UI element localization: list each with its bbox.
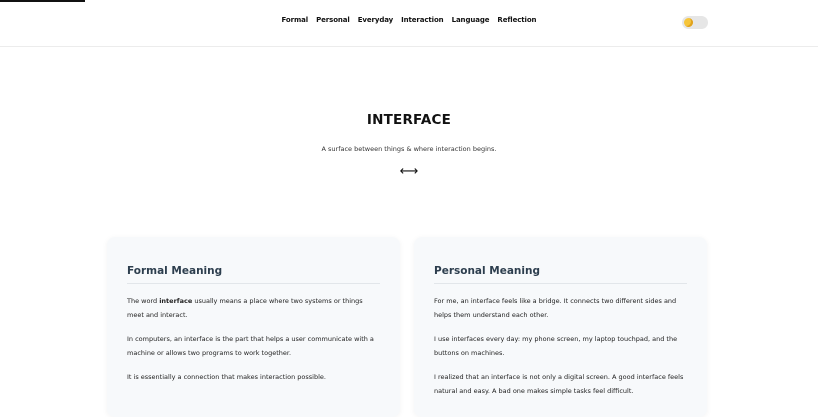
card-paragraph: For me, an interface feels like a bridge. It connects two different sides and helps them understand each other.	[434, 297, 677, 319]
card-paragraph: I use interfaces every day: my phone screen, my laptop touchpad, and the buttons on machines.	[434, 335, 678, 357]
page-subtitle: A surface between things & where interaction begins.	[321, 145, 497, 153]
nav-link-personal[interactable]: Personal	[316, 16, 350, 24]
double-arrow-icon: ⟷	[399, 164, 419, 179]
nav-link-everyday[interactable]: Everyday	[357, 16, 394, 24]
emphasized-term: interface	[159, 297, 193, 305]
nav-link-language[interactable]: Language	[451, 16, 490, 24]
theme-toggle[interactable]	[682, 16, 708, 29]
paragraph-text: The word	[127, 297, 160, 305]
sun-icon	[684, 18, 693, 27]
top-navigation	[0, 0, 818, 47]
card-paragraph	[127, 294, 380, 322]
card-title: Personal Meaning	[434, 265, 687, 284]
card-title: Formal Meaning	[127, 265, 380, 284]
hero-section	[0, 112, 818, 178]
card-paragraph: I realized that an interface is not only a digital screen. A good interface feels natural and easy. A bad one makes simple tasks feel difficult.	[434, 373, 684, 395]
card-paragraph: It is essentially a connection that makes interaction possible.	[127, 373, 326, 381]
personal-meaning-card	[414, 237, 707, 417]
nav-link-interaction[interactable]: Interaction	[401, 16, 444, 24]
paragraph-text: usually means a place where two systems or things meet and interact.	[127, 297, 363, 319]
page-title: INTERFACE	[366, 112, 452, 128]
formal-meaning-card	[107, 237, 400, 417]
card-paragraph: In computers, an interface is the part that helps a user communicate with a machine or allows two programs to work together.	[127, 335, 374, 357]
nav-link-reflection[interactable]: Reflection	[497, 16, 537, 24]
nav-link-formal[interactable]: Formal	[281, 16, 309, 24]
